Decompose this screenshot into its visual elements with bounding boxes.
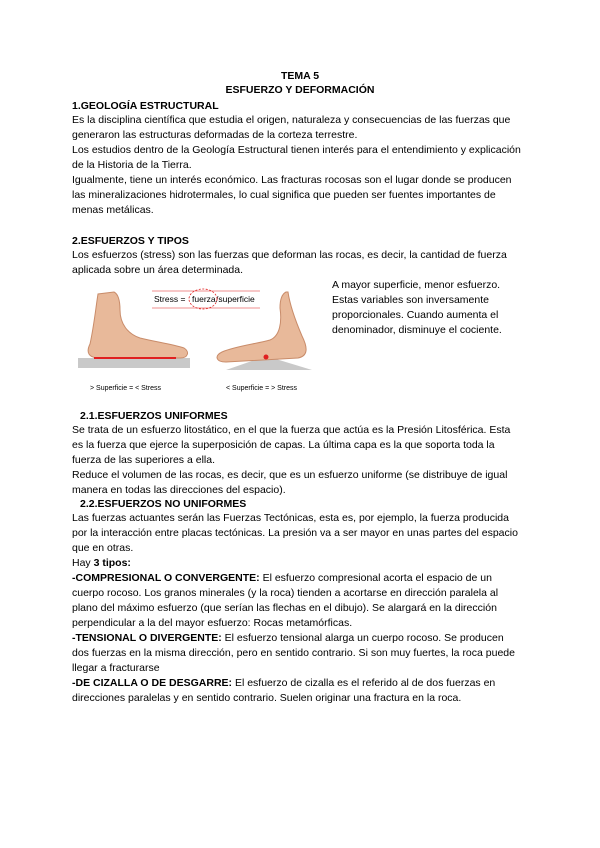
doc-subtitle: ESFUERZO Y DEFORMACIÓN bbox=[225, 84, 375, 96]
paragraph: Reduce el volumen de las rocas, es decir, que es un esfuerzo uniforme (se distribuye de igual manera en todas las direcciones del espacio). bbox=[72, 469, 508, 496]
type-text: El esfuerzo compresional acorta el espacio de un cuerpo rocoso. Los granos minerales (y la roca) tienden a acortarse en dirección paralela al plano del máximo esfuerzo (que serían las flechas en el dibujo). Se alargará en la dirección perpendicular a la del mayor esfuerzo: Rocas metamórficas. bbox=[72, 572, 499, 629]
formula-right: /superficie bbox=[216, 294, 255, 304]
doc-title: TEMA 5 bbox=[280, 70, 320, 82]
caption-right: < Superficie = > Stress bbox=[226, 385, 298, 392]
section-heading: 2.ESFUERZOS Y TIPOS bbox=[72, 235, 189, 247]
caption-left: > Superficie = < Stress bbox=[90, 385, 162, 392]
paragraph bbox=[72, 676, 522, 706]
section-esfuerzos-uniformes bbox=[72, 409, 522, 498]
section-heading: 2.1.ESFUERZOS UNIFORMES bbox=[80, 410, 228, 422]
side-paragraph: A mayor superficie, menor esfuerzo. Estas variables son inversamente proporcionales. Cuando aumenta el denominador, disminuye el cociente. bbox=[332, 279, 502, 336]
type-text: El esfuerzo de cizalla es el referido al de dos fuerzas en direcciones paralelas y en sentido contrario. Suelen originar una fractura en la roca. bbox=[72, 677, 496, 704]
paragraph bbox=[72, 571, 522, 631]
figure-side-note bbox=[332, 278, 527, 338]
paragraph: Igualmente, tiene un interés económico. Las fracturas rocosas son el lugar donde se producen las mineralizaciones hidrotermales, lo cual significa que pueden ser fuentes importantes de menas metálicas. bbox=[72, 174, 512, 216]
paragraph: Es la disciplina científica que estudia el origen, naturaleza y consecuencias de las fuerzas que generaron las estructuras deformadas de la corteza terrestre. bbox=[72, 114, 511, 141]
feet-stress-figure bbox=[76, 286, 326, 394]
type-label: -DE CIZALLA O DE DESGARRE: bbox=[72, 677, 233, 689]
section-esfuerzos bbox=[72, 234, 522, 278]
formula-fuerza: fuerza bbox=[192, 294, 216, 304]
stress-formula bbox=[152, 289, 260, 309]
paragraph: Los estudios dentro de la Geología Estructural tienen interés para el entendimiento y explicación de la Historia de la Tierra. bbox=[72, 144, 521, 171]
hay-prefix: Hay bbox=[72, 557, 94, 569]
paragraph bbox=[72, 556, 522, 571]
type-text: El esfuerzo tensional alarga un cuerpo rocoso. Se producen dos fuerzas en la misma dirección, pero en sentido contrario. Si son muy fuertes, la roca puede llegar a fracturarse bbox=[72, 632, 515, 674]
paragraph: Los esfuerzos (stress) son las fuerzas que deforman las rocas, es decir, la cantidad de fuerza aplicada sobre un área determinada. bbox=[72, 249, 507, 276]
section-heading: 2.2.ESFUERZOS NO UNIFORMES bbox=[80, 498, 247, 510]
type-label: -TENSIONAL O DIVERGENTE: bbox=[72, 632, 222, 644]
paragraph: Las fuerzas actuantes serán las Fuerzas Tectónicas, esta es, por ejemplo, la fuerza producida por la interacción entre placas tectónicas. La presión va a ser mayor en unas partes del espacio que en otras. bbox=[72, 512, 518, 554]
type-label: -COMPRESIONAL O CONVERGENTE: bbox=[72, 572, 260, 584]
formula-left: Stress = bbox=[154, 294, 186, 304]
paragraph: Se trata de un esfuerzo litostático, en el que la fuerza que actúa es la Presión Litosférica. Esta es la fuerza que ejerce la superposición de capas. La última capa es la que soporta toda la fuerza de las superiores a ella. bbox=[72, 424, 511, 466]
section-geologia bbox=[72, 99, 522, 218]
section-heading: 1.GEOLOGÍA ESTRUCTURAL bbox=[72, 100, 219, 112]
section-esfuerzos-no-uniformes bbox=[72, 497, 522, 706]
paragraph bbox=[72, 631, 522, 676]
hay-bold: 3 tipos: bbox=[93, 557, 131, 569]
